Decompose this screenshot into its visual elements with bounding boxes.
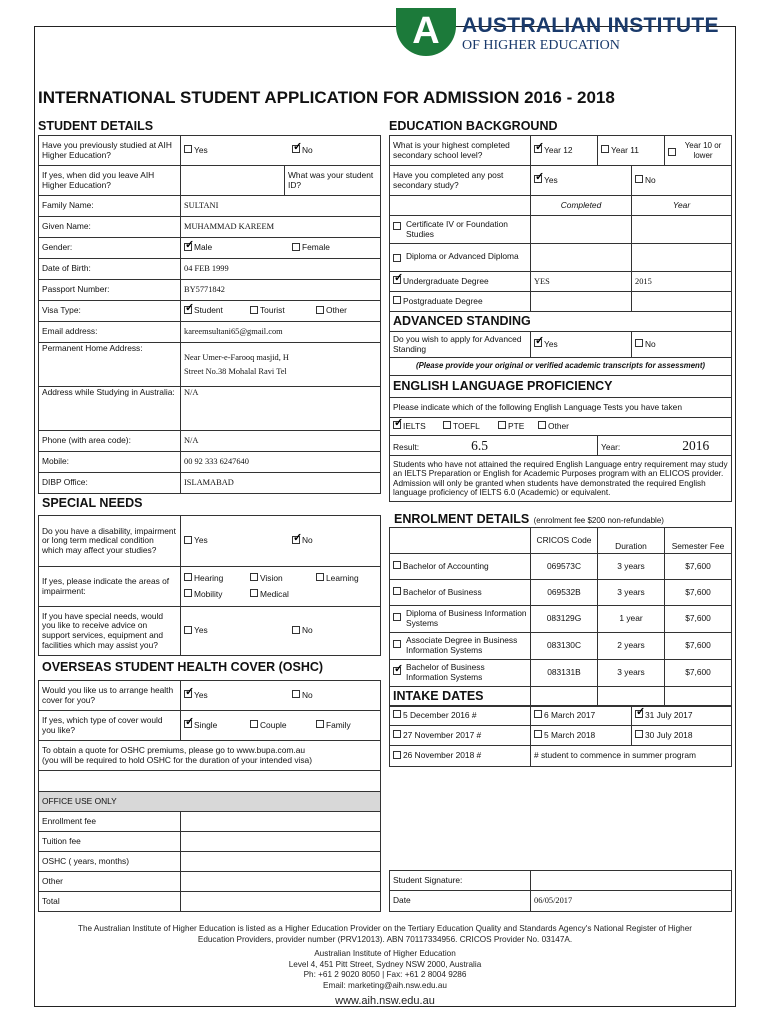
studied-yes-label: Yes <box>194 144 208 155</box>
mobility-label: Mobility <box>194 588 223 599</box>
oshc-yes-label: Yes <box>194 689 208 700</box>
footer-website-link[interactable]: www.aih.nsw.edu.au <box>335 995 435 1007</box>
home-address-field[interactable] <box>181 343 381 387</box>
disability-no-checkbox[interactable] <box>292 536 300 544</box>
office-row-field[interactable] <box>181 872 381 892</box>
intake-table <box>389 705 732 767</box>
passport-field[interactable]: BY5771842 <box>181 280 381 301</box>
visa-other-checkbox[interactable] <box>316 306 324 314</box>
fee-header: Semester Fee <box>665 528 732 554</box>
cricos-header: CRICOS Code <box>531 528 598 554</box>
footer <box>40 924 730 1008</box>
vision-checkbox[interactable] <box>250 573 258 581</box>
diploma-label: Diploma or Advanced Diploma <box>406 251 519 261</box>
family-name-label: Family Name: <box>39 196 181 217</box>
course-duration: 2 years <box>598 633 665 660</box>
course-checkbox[interactable] <box>393 561 401 569</box>
ug-label: Undergraduate Degree <box>403 275 489 286</box>
disability-yes-label: Yes <box>194 535 208 546</box>
mobile-label: Mobile: <box>39 452 181 473</box>
cover-couple-checkbox[interactable] <box>250 720 258 728</box>
office-row-field[interactable] <box>181 892 381 912</box>
assist-no-checkbox[interactable] <box>292 626 300 634</box>
pte-checkbox[interactable] <box>498 421 506 429</box>
course-name: Bachelor of Accounting <box>403 560 489 571</box>
advanced-no-checkbox[interactable] <box>635 339 643 347</box>
office-row-label: OSHC ( years, months) <box>39 852 181 872</box>
given-name-field[interactable]: MUHAMMAD KAREEM <box>181 217 381 238</box>
course-duration: 1 year <box>598 606 665 633</box>
intake-date-label: 30 July 2018 <box>645 729 693 740</box>
pg-checkbox[interactable] <box>393 296 401 304</box>
learning-checkbox[interactable] <box>316 573 324 581</box>
pg-year-field[interactable] <box>632 292 732 312</box>
studied-no-checkbox[interactable] <box>292 145 300 153</box>
logo-subtitle: OF HIGHER EDUCATION <box>462 38 620 53</box>
course-fee: $7,600 <box>665 633 732 660</box>
cover-family-label: Family <box>326 719 351 730</box>
post-yes-checkbox[interactable] <box>534 175 542 183</box>
duration-header: Duration <box>598 528 665 554</box>
intake-dec-2016-checkbox[interactable] <box>393 710 401 718</box>
year11-checkbox[interactable] <box>601 145 609 153</box>
special-needs-heading: SPECIAL NEEDS <box>42 496 143 510</box>
intake-jul-2017-checkbox[interactable] <box>635 710 643 718</box>
intake-blank <box>598 687 665 707</box>
cover-single-label: Single <box>194 719 218 730</box>
course-header-blank <box>390 528 531 554</box>
visa-tourist-checkbox[interactable] <box>250 306 258 314</box>
oshc-quote-line1: To obtain a quote for OSHC premiums, please go to www.bupa.com.au <box>42 744 306 755</box>
q-highest-label: What is your highest completed secondary school level? <box>390 136 531 166</box>
intake-summer-note: # student to commence in summer program <box>531 746 732 767</box>
advanced-yes-label: Yes <box>544 338 558 349</box>
footer-line: Australian Institute of Higher Education <box>314 949 456 958</box>
medical-checkbox[interactable] <box>250 589 258 597</box>
english-other-label: Other <box>548 420 569 431</box>
hearing-checkbox[interactable] <box>184 573 192 581</box>
english-requirement-note: Students who have not attained the required English Language entry requirement may study an IELTS Preparation or English for Academic Purposes program with an ELICOS provider. Admission will only be granted when students have demonstrated the required English language proficiency of IELTS 6.0 (Academic) or equivalent. <box>390 456 732 502</box>
year10-label: Year 10 or lower <box>684 141 722 160</box>
education-heading: EDUCATION BACKGROUND <box>389 119 558 133</box>
signature-field[interactable] <box>531 871 732 891</box>
office-use-header: OFFICE USE ONLY <box>39 792 381 812</box>
leave-date-field[interactable] <box>181 166 285 196</box>
office-row-label: Enrollment fee <box>39 812 181 832</box>
ug-year-field[interactable]: 2015 <box>632 272 732 292</box>
date-label: Date <box>390 891 531 912</box>
signature-label: Student Signature: <box>390 871 531 891</box>
intake-date-label: 26 November 2018 # <box>403 750 482 761</box>
course-code: 083129G <box>531 606 598 633</box>
office-row-label: Other <box>39 872 181 892</box>
studied-no-label: No <box>302 144 313 155</box>
course-name: Associate Degree in Business Information Systems <box>406 635 518 655</box>
family-name-field[interactable]: SULTANI <box>181 196 381 217</box>
diploma-checkbox[interactable] <box>393 254 401 262</box>
result-field[interactable]: 6.5 <box>471 437 488 453</box>
office-row-field[interactable] <box>181 812 381 832</box>
phone-label: Phone (with area code): <box>39 431 181 452</box>
advanced-standing-heading: ADVANCED STANDING <box>390 312 732 332</box>
year10-checkbox[interactable] <box>668 148 676 156</box>
course-row[interactable] <box>390 554 732 580</box>
enrolment-heading <box>394 510 664 528</box>
advanced-yes-checkbox[interactable] <box>534 339 542 347</box>
mobile-field[interactable]: 00 92 333 6247640 <box>181 452 381 473</box>
course-checkbox[interactable] <box>393 587 401 595</box>
email-field[interactable]: kareemsultani65@gmail.com <box>181 322 381 343</box>
dibp-label: DIBP Office: <box>39 473 181 494</box>
oshc-yes-checkbox[interactable] <box>184 690 192 698</box>
oshc-quote-line2: (you will be required to hold OSHC for the duration of your intended visa) <box>42 754 313 765</box>
phone-field[interactable]: N/A <box>181 431 381 452</box>
given-name-label: Given Name: <box>39 217 181 238</box>
q-disability-label: Do you have a disability, impairment or long term medical condition which may affect your studies? <box>39 516 181 567</box>
ug-completed-field[interactable]: YES <box>531 272 632 292</box>
ielts-checkbox[interactable] <box>393 421 401 429</box>
completed-header: Completed <box>531 196 632 216</box>
q-studied-label: Have you previously studied at AIH Higher Education? <box>39 136 181 166</box>
page-title: INTERNATIONAL STUDENT APPLICATION FOR ADMISSION 2016 - 2018 <box>38 88 615 107</box>
assist-yes-label: Yes <box>194 625 208 636</box>
pg-completed-field[interactable] <box>531 292 632 312</box>
post-no-checkbox[interactable] <box>635 175 643 183</box>
toefl-label: TOEFL <box>453 420 480 431</box>
intake-heading: INTAKE DATES <box>390 687 531 707</box>
enrolment-title: ENROLMENT DETAILS <box>394 512 530 526</box>
office-use-table <box>38 791 381 912</box>
mobility-checkbox[interactable] <box>184 589 192 597</box>
cert-completed-field[interactable] <box>531 216 632 244</box>
q-arrange-label: Would you like us to arrange health cover for you? <box>39 681 181 711</box>
english-year-label: Year: <box>601 441 621 452</box>
course-name: Bachelor of Business <box>403 586 482 597</box>
assist-no-label: No <box>302 625 313 636</box>
course-fee: $7,600 <box>665 580 732 606</box>
visa-type-label: Visa Type: <box>39 301 181 322</box>
q-student-id-label: What was your student ID? <box>285 166 381 196</box>
course-checkbox[interactable] <box>393 640 401 648</box>
course-name: Bachelor of Business Information Systems <box>406 662 485 682</box>
gender-label: Gender: <box>39 238 181 259</box>
course-code: 083131B <box>531 660 598 687</box>
intake-date-label: 5 December 2016 # <box>403 709 477 720</box>
pg-label: Postgraduate Degree <box>403 295 483 306</box>
office-row-field[interactable] <box>181 832 381 852</box>
year11-label: Year 11 <box>611 144 639 155</box>
intake-date-label: 5 March 2018 <box>544 729 596 740</box>
gender-female-checkbox[interactable] <box>292 243 300 251</box>
intake-mar-2017-checkbox[interactable] <box>534 710 542 718</box>
ielts-label: IELTS <box>403 420 426 431</box>
visa-student-label: Student <box>194 305 223 316</box>
gender-male-checkbox[interactable] <box>184 243 192 251</box>
result-label: Result: <box>393 441 420 452</box>
signature-table <box>389 870 732 912</box>
course-checkbox[interactable] <box>393 613 401 621</box>
email-label: Email address: <box>39 322 181 343</box>
footer-line: The Australian Institute of Higher Education is listed as a Higher Education Provider on the Tertiary Education Quality and Standards Agency's National Register of Higher <box>78 924 692 933</box>
cover-single-checkbox[interactable] <box>184 720 192 728</box>
assist-yes-checkbox[interactable] <box>184 626 192 634</box>
course-code: 069573C <box>531 554 598 580</box>
gender-male-label: Male <box>194 242 213 253</box>
office-row-label: Total <box>39 892 181 912</box>
cert-year-field[interactable] <box>632 216 732 244</box>
q-advanced-label: Do you wish to apply for Advanced Standing <box>390 332 531 358</box>
studied-yes-checkbox[interactable] <box>184 145 192 153</box>
course-row[interactable] <box>390 580 732 606</box>
visa-tourist-label: Tourist <box>260 305 285 316</box>
q-post-label: Have you completed any post secondary study? <box>390 166 531 196</box>
footer-line: Education Providers, provider number (PRV12013). ABN 70117334956. CRICOS Provider No. 03147A. <box>197 934 573 944</box>
dob-field[interactable]: 04 FEB 1999 <box>181 259 381 280</box>
diploma-year-field[interactable] <box>632 244 732 272</box>
ug-checkbox[interactable] <box>393 276 401 284</box>
oshc-no-label: No <box>302 689 313 700</box>
logo-shield-icon: A <box>396 8 456 56</box>
visa-student-checkbox[interactable] <box>184 306 192 314</box>
english-question: Please indicate which of the following English Language Tests you have taken <box>390 398 732 418</box>
transcript-note: (Please provide your original or verified academic transcripts for assessment) <box>390 358 732 376</box>
home-address-line1: Near Umer-e-Farooq masjid, H <box>184 353 289 363</box>
home-address-label: Permanent Home Address: <box>39 343 181 387</box>
logo-title: AUSTRALIAN INSTITUTE <box>462 14 719 37</box>
oshc-no-checkbox[interactable] <box>292 690 300 698</box>
intake-blank <box>665 687 732 707</box>
advanced-no-label: No <box>645 338 656 349</box>
english-heading: ENGLISH LANGUAGE PROFICIENCY <box>390 376 732 398</box>
cover-family-checkbox[interactable] <box>316 720 324 728</box>
post-no-label: No <box>645 174 656 185</box>
completed-header-blank <box>390 196 531 216</box>
medical-label: Medical <box>260 588 289 599</box>
passport-label: Passport Number: <box>39 280 181 301</box>
intake-jul-2018-checkbox[interactable] <box>635 730 643 738</box>
student-details-heading: STUDENT DETAILS <box>38 119 154 133</box>
oshc-table <box>38 680 381 792</box>
english-other-checkbox[interactable] <box>538 421 546 429</box>
course-duration: 3 years <box>598 580 665 606</box>
course-duration: 3 years <box>598 554 665 580</box>
cert-checkbox[interactable] <box>393 222 401 230</box>
learning-label: Learning <box>326 572 359 583</box>
home-address-line2: Street No.38 Mohalal Ravi Tel <box>184 366 287 376</box>
course-row[interactable] <box>390 633 732 660</box>
year12-label: Year 12 <box>544 144 573 155</box>
dibp-field[interactable]: ISLAMABAD <box>181 473 381 494</box>
intake-blank <box>531 687 598 707</box>
pte-label: PTE <box>508 420 525 431</box>
footer-line: Email: marketing@aih.nsw.edu.au <box>323 980 447 990</box>
education-table <box>389 135 732 502</box>
course-duration: 3 years <box>598 660 665 687</box>
diploma-completed-field[interactable] <box>531 244 632 272</box>
gender-female-label: Female <box>302 242 330 253</box>
english-year-field[interactable]: 2016 <box>682 437 710 453</box>
toefl-checkbox[interactable] <box>443 421 451 429</box>
student-details-table <box>38 135 381 494</box>
aus-address-label: Address while Studying in Australia: <box>39 387 181 431</box>
intake-mar-2018-checkbox[interactable] <box>534 730 542 738</box>
cert-label: Certificate IV or Foundation Studies <box>406 218 508 239</box>
course-fee: $7,600 <box>665 606 732 633</box>
year12-checkbox[interactable] <box>534 145 542 153</box>
post-yes-label: Yes <box>544 174 558 185</box>
course-fee: $7,600 <box>665 554 732 580</box>
oshc-quote-note <box>39 741 381 771</box>
disability-yes-checkbox[interactable] <box>184 536 192 544</box>
date-field[interactable]: 06/05/2017 <box>531 891 732 912</box>
dob-label: Date of Birth: <box>39 259 181 280</box>
course-checkbox[interactable] <box>393 667 401 675</box>
cover-couple-label: Couple <box>260 719 287 730</box>
course-row[interactable] <box>390 606 732 633</box>
hearing-label: Hearing <box>194 572 224 583</box>
course-code: 083130C <box>531 633 598 660</box>
oshc-blank-row <box>39 771 381 792</box>
enrolment-table <box>389 527 732 707</box>
course-row[interactable] <box>390 660 732 687</box>
course-fee: $7,600 <box>665 660 732 687</box>
oshc-heading: OVERSEAS STUDENT HEALTH COVER (OSHC) <box>42 660 324 674</box>
q-assist-label: If you have special needs, would you like to receive advice on support services, equipment and facilities which may assist you? <box>39 607 181 656</box>
course-code: 069532B <box>531 580 598 606</box>
intake-date-label: 6 March 2017 <box>544 709 596 720</box>
q-areas-label: If yes, please indicate the areas of impairment: <box>39 567 181 607</box>
office-row-label: Tuition fee <box>39 832 181 852</box>
footer-line: Ph: +61 2 9020 8050 | Fax: +61 2 8004 9286 <box>303 970 467 979</box>
office-row-field[interactable] <box>181 852 381 872</box>
course-name: Diploma of Business Information Systems <box>406 608 527 628</box>
enrolment-fee-note: (enrolment fee $200 non-refundable) <box>533 516 664 525</box>
q-leave-label: If yes, when did you leave AIH Higher Education? <box>39 166 181 196</box>
year-header: Year <box>632 196 732 216</box>
aus-address-field[interactable]: N/A <box>181 387 381 431</box>
disability-no-label: No <box>302 535 313 546</box>
intake-date-label: 27 November 2017 # <box>403 729 482 740</box>
intake-nov-2018-checkbox[interactable] <box>393 751 401 759</box>
q-cover-type-label: If yes, which type of cover would you like? <box>39 711 181 741</box>
special-needs-table <box>38 515 381 656</box>
visa-other-label: Other <box>326 305 347 316</box>
intake-nov-2017-checkbox[interactable] <box>393 730 401 738</box>
footer-line: Level 4, 451 Pitt Street, Sydney NSW 2000, Australia <box>288 959 482 969</box>
intake-date-label: 31 July 2017 <box>645 709 693 720</box>
vision-label: Vision <box>260 572 283 583</box>
